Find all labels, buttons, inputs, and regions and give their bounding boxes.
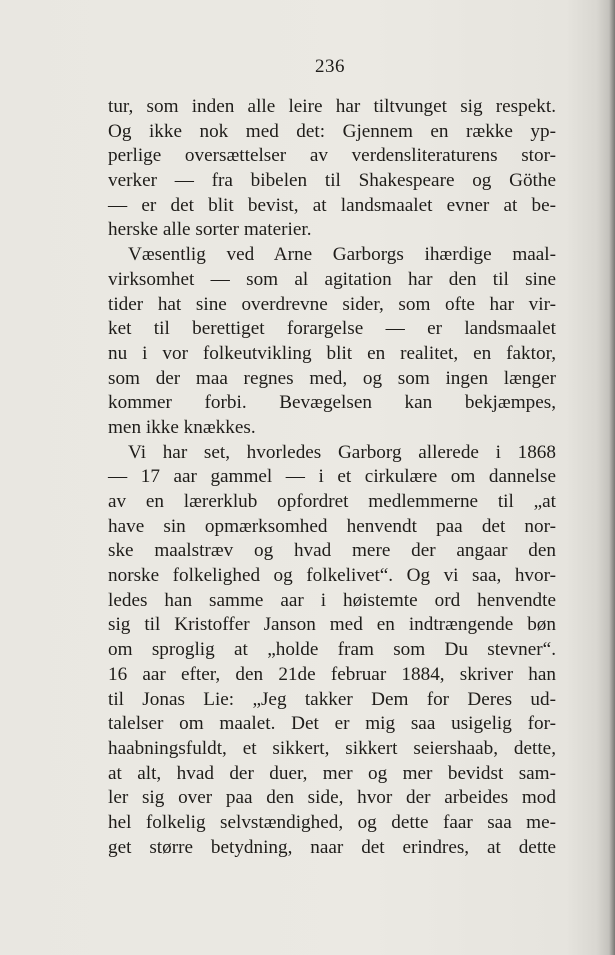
text-line: kommer forbi. Bevægelsen kan bekjæmpes, bbox=[108, 392, 556, 414]
text-line: — er det blit bevist, at landsmaalet evner at be- bbox=[108, 194, 556, 216]
text-line: ket til berettiget forargelse — er landsmaalet bbox=[108, 318, 556, 340]
text-line: ske maalstræv og hvad mere der angaar den bbox=[108, 540, 556, 562]
text-line: som der maa regnes med, og som ingen længer bbox=[108, 367, 556, 389]
text-line: men ikke knækkes. bbox=[108, 416, 256, 438]
text-line: hel folkelig selvstændighed, og dette faar saa me- bbox=[108, 811, 556, 833]
text-line: at alt, hvad der duer, mer og mer bevidst sam- bbox=[108, 762, 556, 784]
text-line: sig til Kristoffer Janson med en indtrængende bøn bbox=[108, 614, 556, 636]
text-line: av en lærerklub opfordret medlemmerne til „at bbox=[108, 491, 556, 512]
body-text bbox=[108, 95, 556, 860]
text-line: virksomhet — som al agitation har den til sine bbox=[108, 268, 556, 290]
text-line: ler sig over paa den side, hvor der arbeides mod bbox=[108, 787, 556, 809]
text-line: ledes han samme aar i høistemte ord henvendte bbox=[108, 589, 556, 611]
text-line: have sin opmærksomhed henvendt paa det nor- bbox=[108, 515, 556, 537]
text-line: Vi har set, hvorledes Garborg allerede i 1868 bbox=[128, 441, 556, 463]
text-line: talelser om maalet. Det er mig saa usigelig for- bbox=[108, 713, 556, 735]
text-line: nu i vor folkeutvikling blit en realitet, en faktor, bbox=[108, 342, 556, 364]
text-line: om sproglig at „holde fram som Du stevner“. bbox=[108, 639, 556, 661]
page-number: 236 bbox=[315, 56, 345, 77]
text-line: haabningsfuldt, et sikkert, sikkert seiershaab, dette, bbox=[108, 737, 556, 759]
text-line: Væsentlig ved Arne Garborgs ihærdige maal- bbox=[128, 244, 556, 266]
text-line: norske folkelighed og folkelivet“. Og vi saa, hvor- bbox=[108, 565, 556, 587]
text-line: verker — fra bibelen til Shakespeare og Göthe bbox=[108, 170, 556, 192]
text-line: tur, som inden alle leire har tiltvunget sig respekt. bbox=[108, 96, 556, 117]
text-line: herske alle sorter materier. bbox=[108, 219, 312, 241]
page-edge-shadow bbox=[609, 0, 615, 955]
text-line: til Jonas Lie: „Jeg takker Dem for Deres ud- bbox=[108, 688, 556, 710]
text-line: 16 aar efter, den 21de februar 1884, skriver han bbox=[108, 663, 556, 685]
text-line: Og ikke nok med det: Gjennem en række yp- bbox=[108, 120, 556, 142]
text-line: perlige oversættelser av verdensliteraturens stor- bbox=[108, 145, 556, 167]
text-line: get større betydning, naar det erindres, at dette bbox=[108, 836, 556, 858]
text-line: — 17 aar gammel — i et cirkulære om dannelse bbox=[108, 466, 556, 488]
text-line: tider hat sine overdrevne sider, som ofte har vir- bbox=[108, 293, 556, 315]
